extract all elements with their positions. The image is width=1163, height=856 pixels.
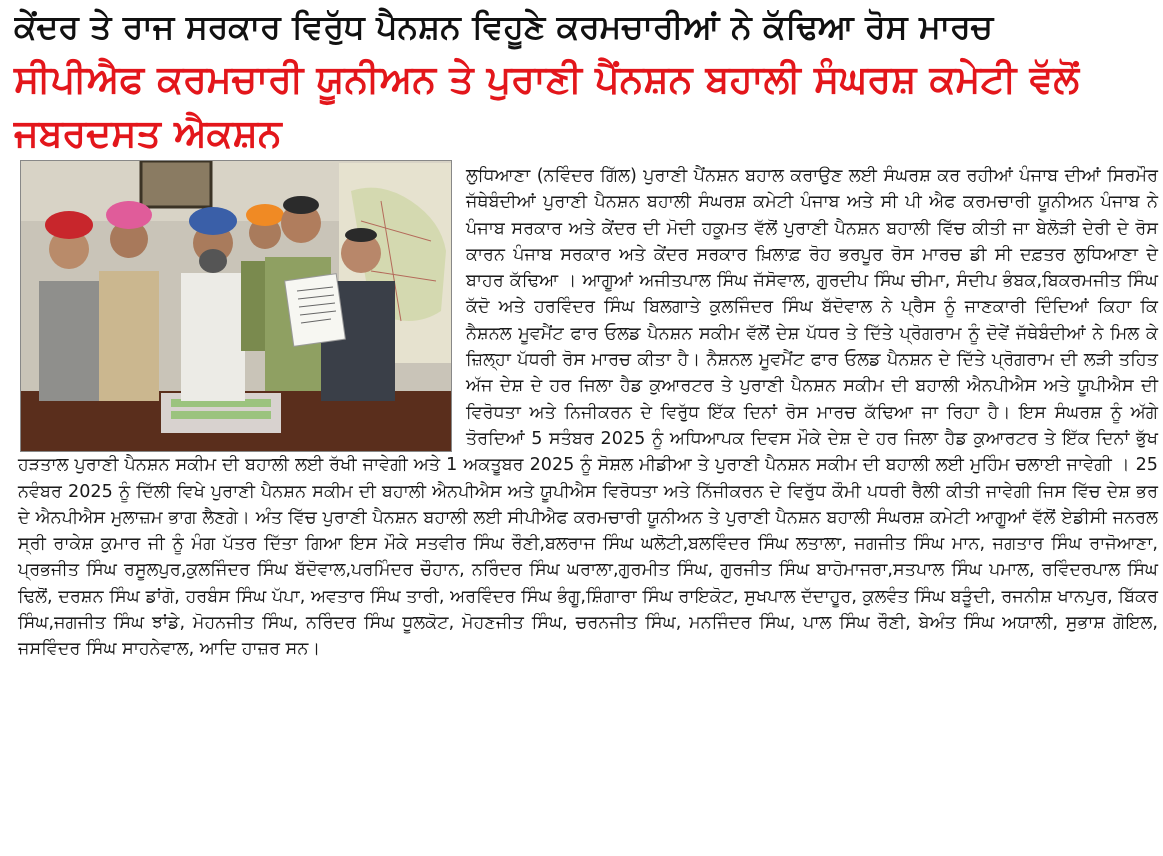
headline-secondary: ਸੀਪੀਐਫ ਕਰਮਚਾਰੀ ਯੂਨੀਅਨ ਤੇ ਪੁਰਾਣੀ ਪੈਂਨਸ਼ਨ ਬਹਾਲੀ ਸੰਘਰਸ਼ ਕਮੇਟੀ ਵੱਲੋਂ ਜਬਰਦਸਤ ਐਕਸ਼ਨ [14, 57, 1080, 155]
article-body-text: ਲੁਧਿਆਣਾ (ਨਵਿੰਦਰ ਗਿੱਲ) ਪੁਰਾਣੀ ਪੈਂਨਸ਼ਨ ਬਹਾਲ ਕਰਾਉਣ ਲਈ ਸੰਘਰਸ਼ ਕਰ ਰਹੀਆਂ ਪੰਜਾਬ ਦੀਆਂ ਸਿਰਮੌਰ ਜੱਥੇਬੰਦੀਆਂ ਪੁਰਾਣੀ ਪੈਨਸ਼ਨ ਬਹਾਲੀ ਸੰਘਰਸ਼ ਕਮੇਟੀ ਪੰਜਾਬ ਅਤੇ ਸੀ ਪੀ ਐਫ ਕਰਮਚਾਰੀ ਯੂਨੀਅਨ ਪੰਜਾਬ ਨੇ ਪੰਜਾਬ ਸਰਕਾਰ ਅਤੇ ਕੇਂਦਰ ਦੀ ਮੋਦੀ ਹਕੂਮਤ ਵੱਲੋਂ ਪੁਰਾਣੀ ਪੈਨਸ਼ਨ ਬਹਾਲੀ ਵਿੱਚ ਕੀਤੀ ਜਾ ਬੇਲੋੜੀ ਦੇਰੀ ਦੇ ਰੋਸ ਕਾਰਨ ਪੰਜਾਬ ਸਰਕਾਰ ਅਤੇ ਕੇਂਦਰ ਸਰਕਾਰ ਖ਼ਿਲਾਫ਼ ਰੋਹ ਭਰਪੂਰ ਰੋਸ ਮਾਰਚ ਡੀ ਸੀ ਦਫ਼ਤਰ ਲੁਧਿਆਣਾ ਦੇ ਬਾਹਰ ਕੱਢਿਆ । ਆਗੂਆਂ ਅਜੀਤਪਾਲ ਸਿੰਘ ਜੱਸੋਵਾਲ, ਗੁਰਦੀਪ ਸਿੰਘ ਚੀਮਾ, ਸੰਦੀਪ ਭੰਬਕ,ਬਿਕਰਮਜੀਤ ਸਿੰਘ ਕੱਦੋ ਅਤੇ ਹਰਵਿੰਦਰ ਸਿੰਘ ਬਿਲਗਾਤੇ ਕੁਲਜਿੰਦਰ ਸਿੰਘ ਬੱਦੋਵਾਲ ਨੇ ਪ੍ਰੈਸ ਨੂੰ ਜਾਣਕਾਰੀ ਦਿੰਦਿਆਂ ਕਿਹਾ ਕਿ ਨੈਸ਼ਨਲ ਮੂਵਮੈਂਟ ਫਾਰ ਓਲਡ ਪੈਨਸ਼ਨ ਸਕੀਮ ਵੱਲੋਂ ਦੇਸ਼ ਪੱਧਰ ਤੇ ਦਿੱਤੇ ਪ੍ਰੋਗਰਾਮ ਨੂੰ ਦੋਵੇਂ ਜੱਥੇਬੰਦੀਆਂ ਨੇ ਮਿਲ ਕੇ ਜ਼ਿਲ੍ਹਾ ਪੱਧਰੀ ਰੋਸ ਮਾਰਚ ਕੀਤਾ ਹੈ। ਨੈਸ਼ਨਲ ਮੂਵਮੈਂਟ ਫਾਰ ਓਲਡ ਪੈਨਸ਼ਨ ਦੇ ਦਿੱਤੇ ਪ੍ਰੋਗਰਾਮ ਦੀ ਲੜੀ ਤਹਿਤ ਅੱਜ ਦੇਸ਼ ਦੇ ਹਰ ਜਿਲਾ ਹੈਡ ਕੁਆਰਟਰ ਤੇ ਪੁਰਾਣੀ ਪੈਨਸ਼ਨ ਸਕੀਮ ਦੀ ਬਹਾਲੀ ਐਨਪੀਐਸ ਅਤੇ ਯੂਪੀਐਸ ਦੀ ਵਿਰੋਧਤਾ ਅਤੇ ਨਿਜੀਕਰਨ ਦੇ ਵਿਰੁੱਧ ਇੱਕ ਦਿਨਾਂ ਰੋਸ ਮਾਰਚ ਕੱਢਿਆ ਜਾ ਰਿਹਾ ਹੈ। ਇਸ ਸੰਘਰਸ਼ ਨੂੰ ਅੱਗੇ ਤੋਰਦਿਆਂ 5 ਸਤੰਬਰ 2025 ਨੂੰ ਅਧਿਆਪਕ ਦਿਵਸ ਮੌਕੇ ਦੇਸ਼ ਦੇ ਹਰ ਜਿਲਾ ਹੈਡ ਕੁਆਰਟਰ ਤੇ ਇੱਕ ਦਿਨਾਂ ਭੁੱਖ ਹੜਤਾਲ ਪੁਰਾਣੀ ਪੈਨਸ਼ਨ ਸਕੀਮ ਦੀ ਬਹਾਲੀ ਲਈ ਰੱਖੀ ਜਾਵੇਗੀ ਅਤੇ 1 ਅਕਤੂਬਰ 2025 ਨੂੰ ਸੋਸ਼ਲ ਮੀਡੀਆ ਤੇ ਪੁਰਾਣੀ ਪੈਨਸ਼ਨ ਸਕੀਮ ਦੀ ਬਹਾਲੀ ਲਈ ਮੁਹਿੰਮ ਚਲਾਈ ਜਾਵੇਗੀ । 25 ਨਵੰਬਰ 2025 ਨੂੰ ਦਿੱਲੀ ਵਿਖੇ ਪੁਰਾਣੀ ਪੈਨਸ਼ਨ ਸਕੀਮ ਦੀ ਬਹਾਲੀ ਐਨਪੀਐਸ ਅਤੇ ਯੂਪੀਐਸ ਵਿਰੋਧਤਾ ਅਤੇ ਨਿੱਜੀਕਰਨ ਦੇ ਵਿਰੁੱਧ ਕੌਮੀ ਪਧਰੀ ਰੈਲੀ ਕੀਤੀ ਜਾਵੇਗੀ ਜਿਸ ਵਿੱਚ ਦੇਸ਼ ਭਰ ਦੇ ਐਨਪੀਐਸ ਮੁਲਾਜ਼ਮ ਭਾਗ ਲੈਣਗੇ। ਅੰਤ ਵਿੱਚ ਪੁਰਾਣੀ ਪੈਨਸ਼ਨ ਬਹਾਲੀ ਲਈ ਸੀਪੀਐਫ ਕਰਮਚਾਰੀ ਯੂਨੀਅਨ ਤੇ ਪੁਰਾਣੀ ਪੈਨਸ਼ਨ ਬਹਾਲੀ ਸੰਘਰਸ਼ ਕਮੇਟੀ ਆਗੂਆਂ ਵੱਲੋਂ ਏਡੀਸੀ ਜਨਰਲ ਸ੍ਰੀ ਰਾਕੇਸ਼ ਕੁਮਾਰ ਜੀ ਨੂੰ ਮੰਗ ਪੱਤਰ ਦਿੱਤਾ ਗਿਆ ਇਸ ਮੌਕੇ ਸਤਵੀਰ ਸਿੰਘ ਰੌਣੀ,ਬਲਰਾਜ ਸਿੰਘ ਘਲੋਟੀ,ਬਲਵਿੰਦਰ ਸਿੰਘ ਲਤਾਲਾ, ਜਗਜੀਤ ਸਿੰਘ ਮਾਨ, ਜਗਤਾਰ ਸਿੰਘ ਰਾਜੋਆਣਾ, ਪ੍ਰਭਜੀਤ ਸਿੰਘ ਰਸੂਲਪੁਰ,ਕੁਲਜਿੰਦਰ ਸਿੰਘ ਬੱਦੋਵਾਲ,ਪਰਮਿੰਦਰ ਚੌਹਾਨ, ਨਰਿੰਦਰ ਸਿੰਘ ਘਰਾਲਾ,ਗੁਰਮੀਤ ਸਿੰਘ, ਗੁਰਜੀਤ ਸਿੰਘ ਬਾਹੋਮਾਜਰਾ,ਸਤਪਾਲ ਸਿੰਘ ਪਮਾਲ, ਰਵਿੰਦਰਪਾਲ ਸਿੰਘ ਢਿਲੋਂ, ਦਰਸ਼ਨ ਸਿੰਘ ਡਾਂਗੋ, ਹਰਬੰਸ ਸਿੰਘ ਪੱਪਾ, ਅਵਤਾਰ ਸਿੰਘ ਤਾਰੀ, ਅਰਵਿੰਦਰ ਸਿੰਘ ਭੰਗੂ,ਸ਼ਿੰਗਾਰਾ ਸਿੰਘ ਰਾਇਕੋਟ, ਸੁਖਪਾਲ ਦੱਦਾਹੂਰ, ਕੁਲਵੰਤ ਸਿੰਘ ਬੜੂੰਦੀ, ਰਜਨੀਸ਼ ਖਾਨਪੁਰ, ਬਿੱਕਰ ਸਿੰਘ,ਜਗਜੀਤ ਸਿੰਘ ਝਾਂਡੇ, ਮੋਹਨਜੀਤ ਸਿੰਘ, ਨਰਿੰਦਰ ਸਿੰਘ ਧੂਲਕੋਟ, ਮੋਹਣਜੀਤ ਸਿੰਘ, ਚਰਨਜੀਤ ਸਿੰਘ, ਮਨਜਿੰਦਰ ਸਿੰਘ, ਪਾਲ ਸਿੰਘ ਰੌਣੀ, ਬੇਅੰਤ ਸਿੰਘ ਅਯਾਲੀ, ਸੁਭਾਸ਼ ਗੋਇਲ, ਜਸਵਿੰਦਰ ਸਿੰਘ ਸਾਹਨੇਵਾਲ, ਆਦਿ ਹਾਜ਼ਰ ਸਨ। [18, 166, 1158, 660]
group-photo-icon [21, 161, 451, 451]
news-photo [20, 160, 452, 452]
headline-primary: ਕੇਂਦਰ ਤੇ ਰਾਜ ਸਰਕਾਰ ਵਿਰੁੱਧ ਪੈਨਸ਼ਨ ਵਿਹੂਣੇ ਕਰਮਚਾਰੀਆਂ ਨੇ ਕੱਢਿਆ ਰੋਸ ਮਾਰਚ [14, 7, 993, 46]
